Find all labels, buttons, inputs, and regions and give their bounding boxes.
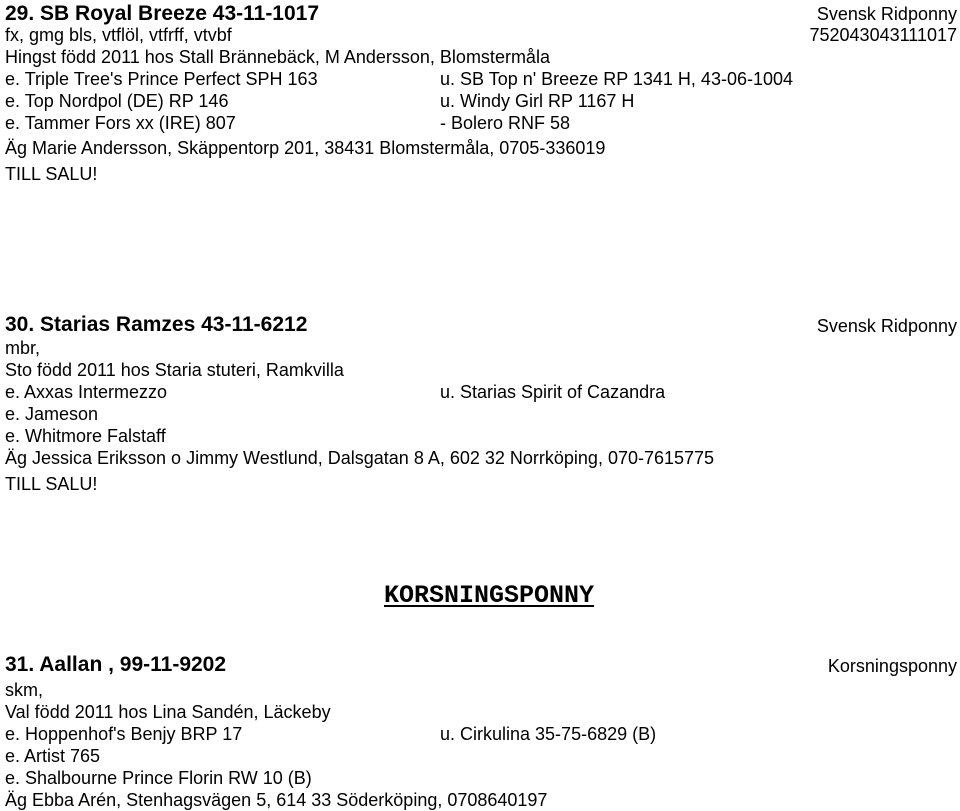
color-markings: fx, gmg bls, vtflöl, vtfrff, vtvbf <box>5 25 232 45</box>
sire-line: e. Top Nordpol (DE) RP 146 <box>5 91 229 111</box>
dam-line: u. SB Top n' Breeze RP 1341 H, 43-06-1004 <box>440 69 794 89</box>
dam-line: u. Cirkulina 35-75-6829 (B) <box>440 724 657 744</box>
sire-line: e. Tammer Fors xx (IRE) 807 <box>5 113 236 133</box>
registration-number: 752043043111017 <box>809 25 957 45</box>
breed-label: Korsningsponny <box>827 656 957 676</box>
sire-line: e. Shalbourne Prince Florin RW 10 (B) <box>5 768 312 788</box>
owner-info: Äg Ebba Arén, Stenhagsvägen 5, 614 33 Söderköping, 0708640197 <box>5 790 548 810</box>
color-markings: skm, <box>5 680 43 700</box>
section-title: KORSNINGSPONNY <box>384 581 595 610</box>
sire-line: e. Whitmore Falstaff <box>5 426 166 446</box>
sire-line: e. Axxas Intermezzo <box>5 382 168 402</box>
breed-label: Svensk Ridponny <box>816 4 957 24</box>
breed-label: Svensk Ridponny <box>816 316 957 336</box>
birth-info: Sto född 2011 hos Staria stuteri, Ramkvilla <box>5 360 344 380</box>
for-sale-label: TILL SALU! <box>5 164 98 184</box>
owner-info: Äg Jessica Eriksson o Jimmy Westlund, Dalsgatan 8 A, 602 32 Norrköping, 070-7615775 <box>5 448 715 468</box>
owner-info: Äg Marie Andersson, Skäppentorp 201, 38431 Blomstermåla, 0705-336019 <box>5 138 606 158</box>
sire-line: e. Jameson <box>5 404 99 424</box>
dam-line: u. Starias Spirit of Cazandra <box>440 382 666 402</box>
dam-line: - Bolero RNF 58 <box>440 113 571 133</box>
entry-heading: 31. Aallan , 99-11-9202 <box>5 653 227 676</box>
entry-heading: 29. SB Royal Breeze 43-11-1017 <box>5 2 320 25</box>
sire-line: e. Hoppenhof's Benjy BRP 17 <box>5 724 243 744</box>
entry-heading: 30. Starias Ramzes 43-11-6212 <box>5 313 308 336</box>
dam-line: u. Windy Girl RP 1167 H <box>440 91 635 111</box>
color-markings: mbr, <box>5 338 41 358</box>
birth-info: Hingst född 2011 hos Stall Brännebäck, M Andersson, Blomstermåla <box>5 47 550 67</box>
sire-line: e. Artist 765 <box>5 746 101 766</box>
birth-info: Val född 2011 hos Lina Sandén, Läckeby <box>5 702 331 722</box>
for-sale-label: TILL SALU! <box>5 474 98 494</box>
sire-line: e. Triple Tree's Prince Perfect SPH 163 <box>5 69 318 89</box>
